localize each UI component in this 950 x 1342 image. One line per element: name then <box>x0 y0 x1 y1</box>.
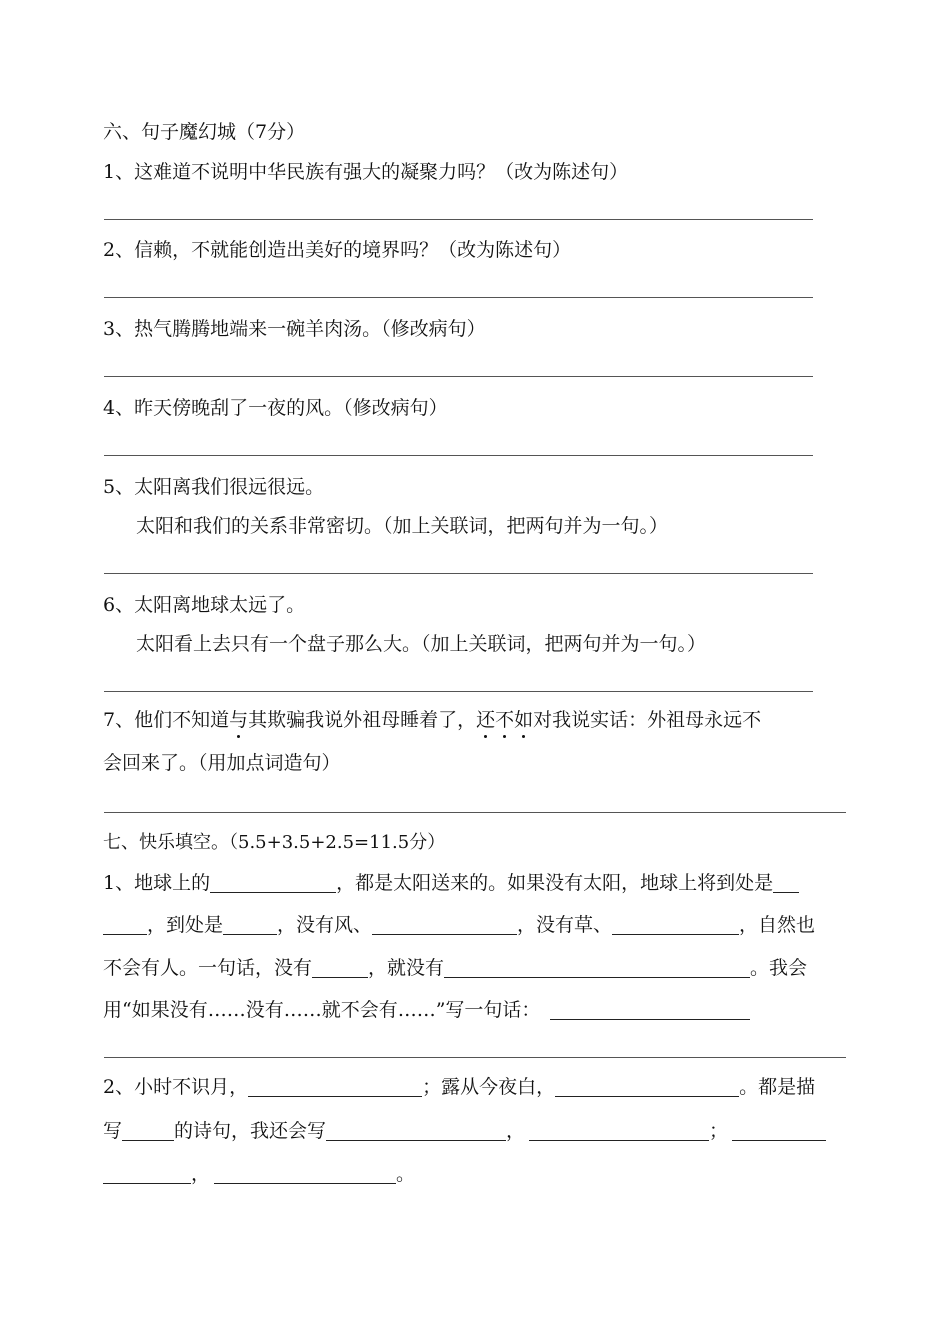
fill-text: 2、小时不识月， <box>103 1076 249 1098</box>
fill-7-1-line3 <box>103 955 807 981</box>
blank-my-poem-2[interactable] <box>529 1120 709 1141</box>
fill-text: 用“如果没有……没有……就不会有……”写一句话： <box>103 999 541 1021</box>
fill-text: ，到处是 <box>147 914 224 936</box>
question-6-7-line2: 会回来了。（用加点词造句） <box>103 752 341 774</box>
fill-text: 写 <box>103 1120 123 1142</box>
fill-7-2-line2 <box>103 1118 826 1144</box>
fill-text: 不会有人。一句话，没有 <box>103 957 313 979</box>
blank-everywhere-1b[interactable] <box>103 914 147 935</box>
q7-dotted-char: 如 <box>514 709 534 731</box>
blank-my-poem-3a[interactable] <box>732 1120 826 1141</box>
q7-dotted-word-yu: 与 <box>229 709 249 731</box>
answer-line-7-1[interactable] <box>104 1057 846 1058</box>
fill-7-1-line4 <box>103 997 750 1023</box>
fill-text: ； <box>709 1120 729 1142</box>
fill-text: 。都是描 <box>739 1076 816 1098</box>
answer-line-6-1[interactable] <box>104 219 813 220</box>
blank-everywhere-1a[interactable] <box>773 872 799 893</box>
blank-no-grass[interactable] <box>612 914 739 935</box>
fill-7-2-line3 <box>103 1161 415 1187</box>
section7-heading: 七、快乐填空。（5.5+3.5+2.5=11.5分） <box>103 832 446 853</box>
fill-text: ， <box>506 1120 526 1142</box>
fill-text: 的诗句，我还会写 <box>174 1120 327 1142</box>
q7-text-part3: 对我说实话：外祖母永远不 <box>533 709 762 731</box>
question-6-6-sentence-b: 太阳看上去只有一个盘子那么大。（加上关联词，把两句并为一句。） <box>136 633 707 655</box>
section6-heading: 六、句子魔幻城（7分） <box>103 121 306 143</box>
question-6-1: 1、这难道不说明中华民族有强大的凝聚力吗？（改为陈述句） <box>103 161 629 183</box>
blank-my-poem-1[interactable] <box>326 1120 506 1141</box>
q7-text-part1: 7、他们不知道 <box>103 709 230 731</box>
blank-my-poem-3b[interactable] <box>103 1163 191 1184</box>
fill-text: ，都是太阳送来的。如果没有太阳，地球上将到处是 <box>336 872 774 894</box>
q7-dotted-char: 还 <box>476 709 496 731</box>
blank-poem-line-1[interactable] <box>248 1076 422 1097</box>
fill-text: 。我会 <box>750 957 808 979</box>
fill-7-1-line1 <box>103 870 799 896</box>
blank-no-wind[interactable] <box>372 914 517 935</box>
fill-text: ，没有风、 <box>277 914 373 936</box>
question-6-3: 3、热气腾腾地端来一碗羊肉汤。（修改病句） <box>103 318 486 340</box>
answer-line-6-2[interactable] <box>104 297 813 298</box>
question-6-2: 2、信赖，不就能创造出美好的境界吗？（改为陈述句） <box>103 239 572 261</box>
q7-dotted-word-haiburu <box>476 709 533 731</box>
blank-earth-things[interactable] <box>210 872 336 893</box>
q7-dotted-char: 不 <box>495 709 515 731</box>
fill-text: ，自然也 <box>739 914 816 936</box>
question-6-4: 4、昨天傍晚刮了一夜的风。（修改病句） <box>103 397 448 419</box>
blank-without[interactable] <box>312 957 368 978</box>
fill-7-1-line2 <box>103 912 815 938</box>
blank-everywhere-2[interactable] <box>223 914 277 935</box>
question-6-7-line1 <box>103 707 761 733</box>
answer-line-6-4[interactable] <box>104 455 813 456</box>
blank-my-poem-4[interactable] <box>214 1163 396 1184</box>
answer-line-6-6[interactable] <box>104 691 813 692</box>
answer-line-6-3[interactable] <box>104 376 813 377</box>
blank-there-would-be-no[interactable] <box>444 957 750 978</box>
answer-line-6-5[interactable] <box>104 573 813 574</box>
fill-text: 1、地球上的 <box>103 872 211 894</box>
fill-7-2-line1 <box>103 1074 815 1100</box>
answer-line-6-7[interactable] <box>104 812 846 813</box>
fill-text: 。 <box>396 1163 416 1185</box>
question-6-5-sentence-a: 5、太阳离我们很远很远。 <box>103 476 325 498</box>
q7-text-part2: 其欺骗我说外祖母睡着了， <box>248 709 477 731</box>
fill-text: ，就没有 <box>368 957 445 979</box>
blank-describes[interactable] <box>122 1120 174 1141</box>
fill-text: ；露从今夜白， <box>422 1076 556 1098</box>
question-6-6-sentence-a: 6、太阳离地球太远了。 <box>103 594 306 616</box>
fill-text: ， <box>191 1163 211 1185</box>
blank-poem-line-2[interactable] <box>555 1076 739 1097</box>
question-6-5-sentence-b: 太阳和我们的关系非常密切。（加上关联词，把两句并为一句。） <box>136 515 669 537</box>
fill-text: ，没有草、 <box>517 914 613 936</box>
blank-sentence-start[interactable] <box>550 999 750 1020</box>
